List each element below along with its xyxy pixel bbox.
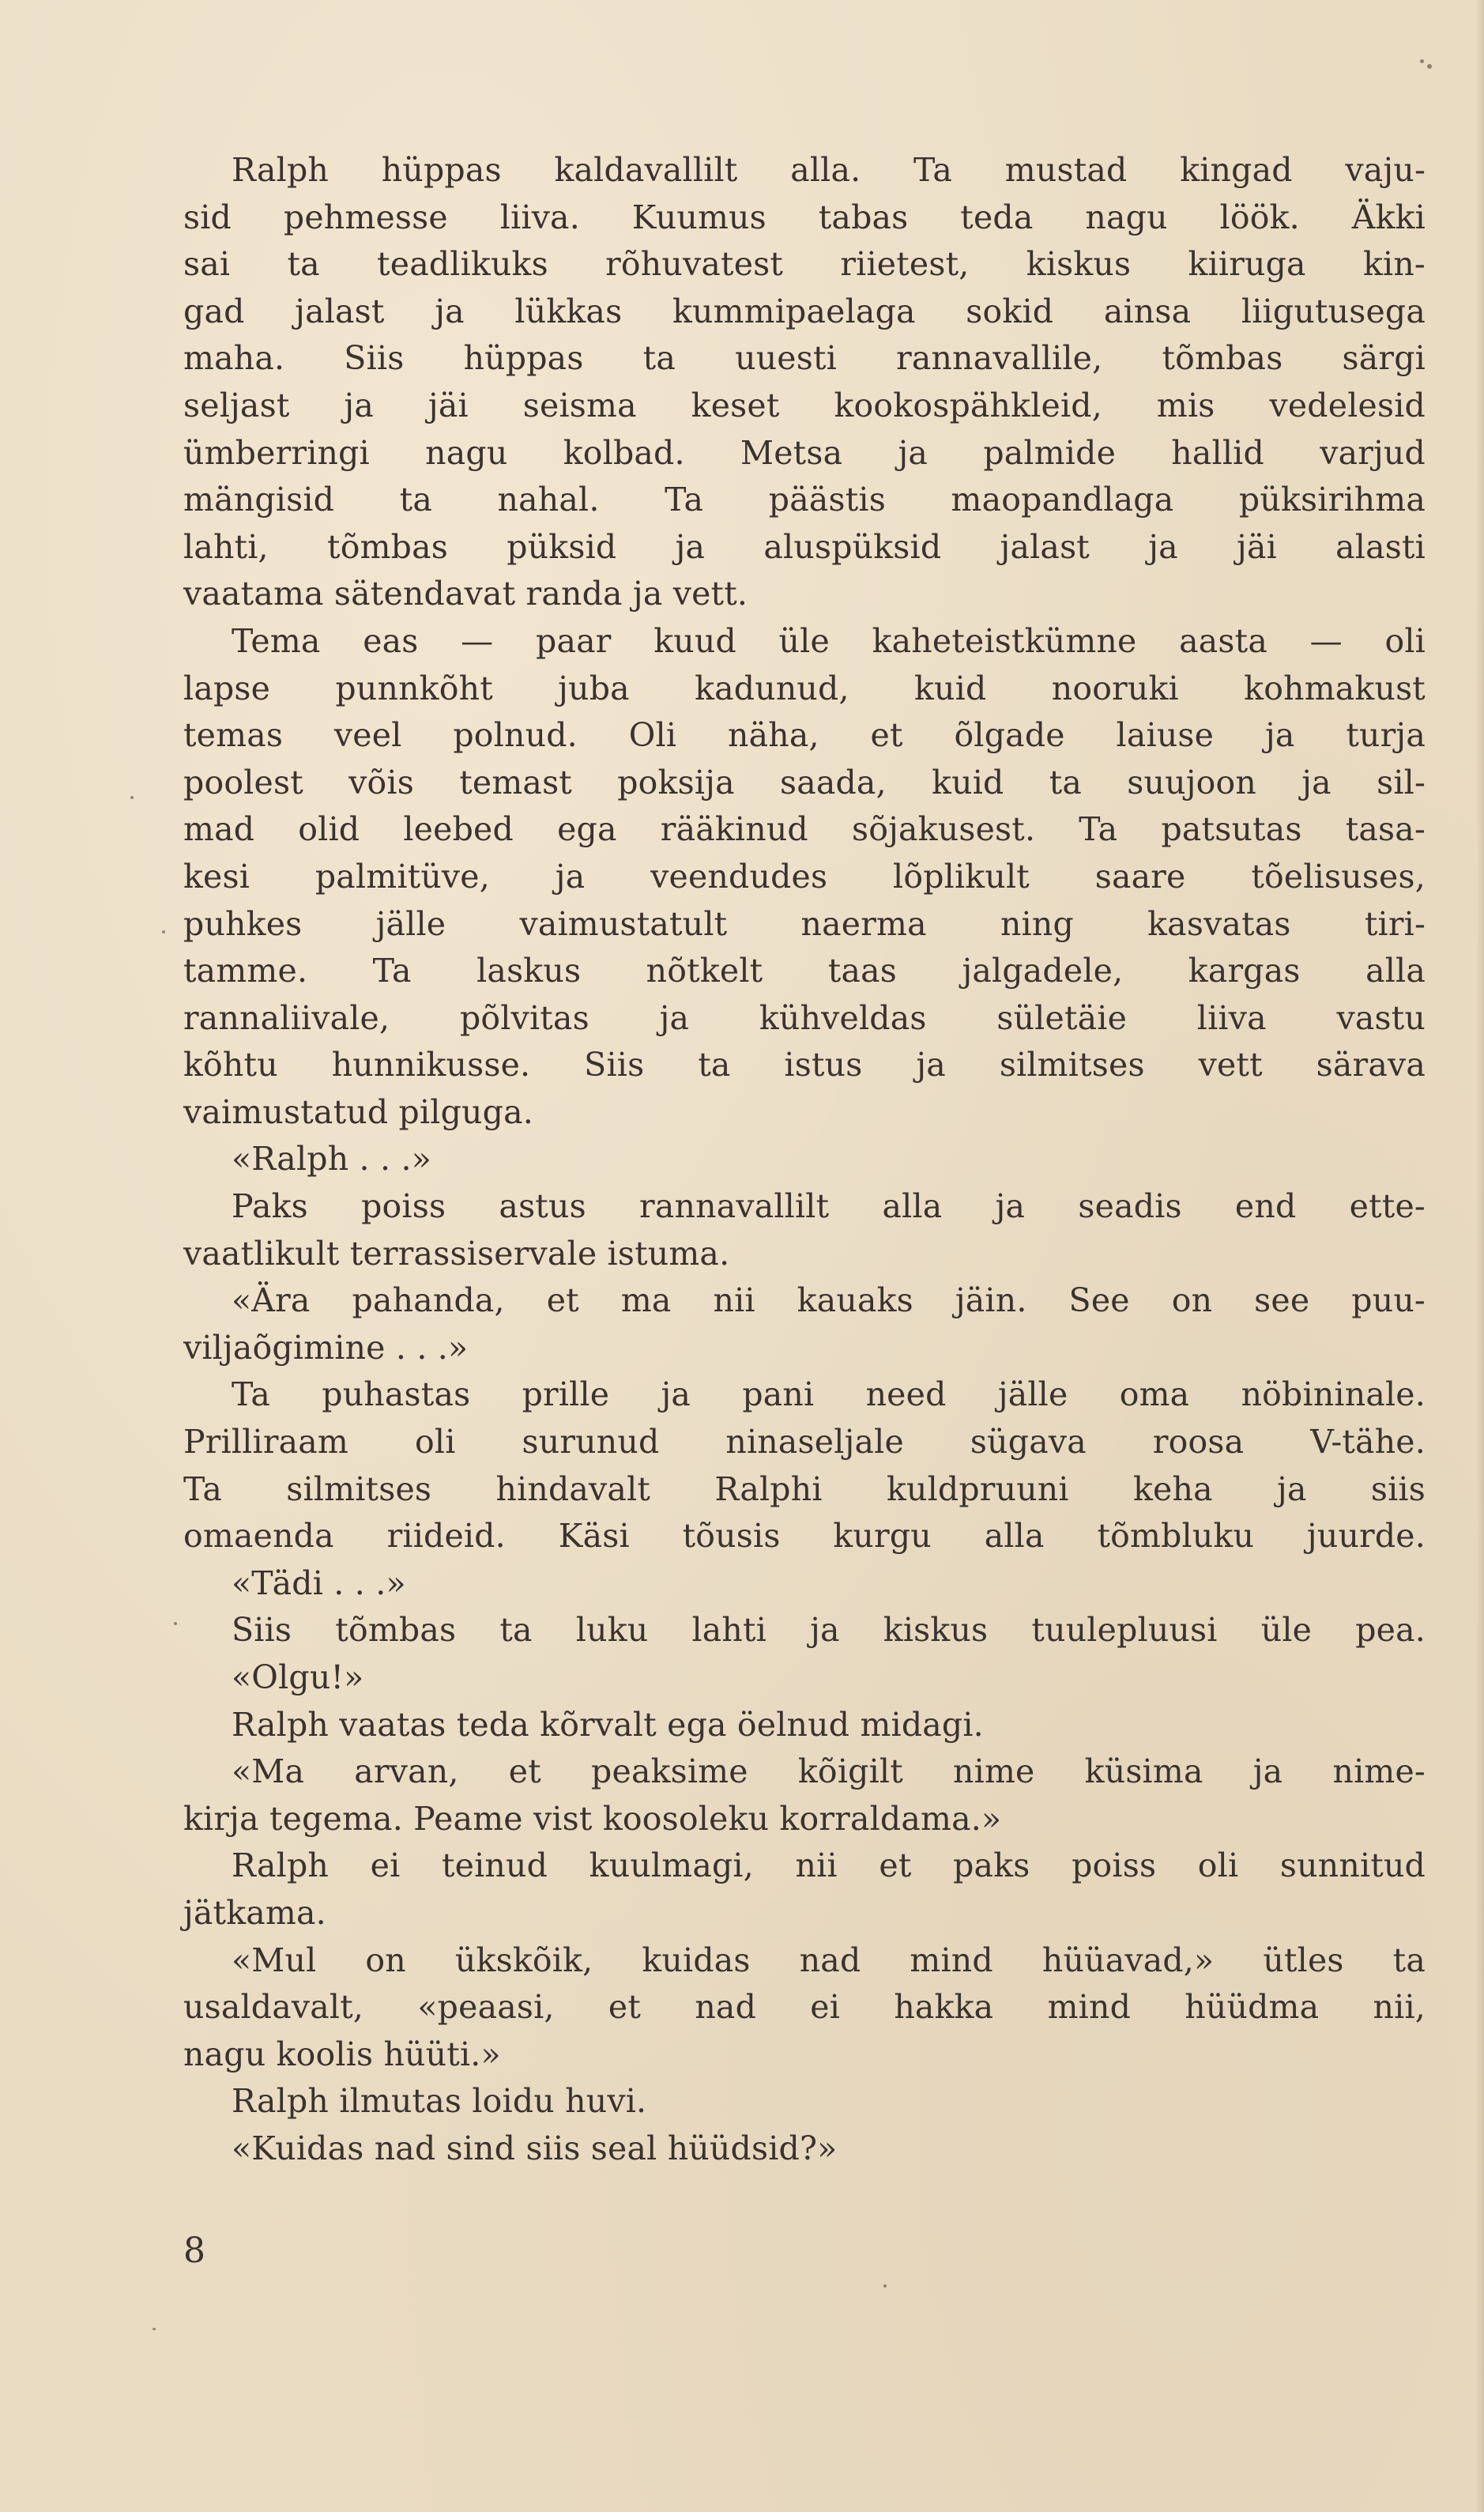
text-line: viljaõgimine . . .» bbox=[183, 1328, 469, 1367]
page-edge-shadow bbox=[1476, 0, 1484, 2512]
text-line: kesi palmitüve, ja veendudes lõplikult saare tõelisuses, bbox=[183, 857, 1426, 896]
text-line: omaenda riideid. Käsi tõusis kurgu alla tõmbluku juurde. bbox=[183, 1517, 1426, 1556]
paragraph-first-line: «Ära pahanda, et ma nii kauaks jäin. See on see puu- bbox=[232, 1281, 1426, 1320]
text-line: poolest võis temast poksija saada, kuid ta suujoon ja sil- bbox=[183, 763, 1426, 802]
paragraph-first-line: Paks poiss astus rannavallilt alla ja seadis end ette- bbox=[232, 1187, 1426, 1226]
text-line: puhkes jälle vaimustatult naerma ning kasvatas tiri- bbox=[183, 904, 1426, 943]
text-line: temas veel polnud. Oli näha, et õlgade laiuse ja turja bbox=[183, 716, 1426, 755]
text-line: lahti, tõmbas püksid ja aluspüksid jalast ja jäi alasti bbox=[183, 527, 1426, 566]
text-line: sid pehmesse liiva. Kuumus tabas teda nagu löök. Äkki bbox=[183, 198, 1426, 236]
paragraph-first-line: «Ralph . . .» bbox=[232, 1140, 431, 1179]
text-line: tamme. Ta laskus nõtkelt taas jalgadele, kargas alla bbox=[183, 952, 1426, 990]
paper-speck bbox=[1427, 64, 1432, 69]
text-line: vaimustatud pilguga. bbox=[183, 1092, 533, 1131]
paper-speck bbox=[130, 796, 134, 799]
paragraph-first-line: Ralph ei teinud kuulmagi, nii et paks poiss oli sunnitud bbox=[232, 1846, 1426, 1885]
text-line: rannaliivale, põlvitas ja kühveldas sületäie liiva vastu bbox=[183, 998, 1426, 1037]
text-line: mad olid leebed ega rääkinud sõjakusest. Ta patsutas tasa- bbox=[183, 810, 1426, 849]
text-line: kõhtu hunnikusse. Siis ta istus ja silmitses vett särava bbox=[183, 1046, 1426, 1084]
paper-speck bbox=[174, 1622, 177, 1625]
paragraph-first-line: «Ma arvan, et peaksime kõigilt nime küsima ja nime- bbox=[232, 1752, 1426, 1791]
paragraph-first-line: «Olgu!» bbox=[232, 1658, 364, 1696]
text-line: Ta silmitses hindavalt Ralphi kuldpruuni keha ja siis bbox=[183, 1469, 1426, 1508]
text-line: ümberringi nagu kolbad. Metsa ja palmide hallid varjud bbox=[183, 433, 1426, 472]
text-line: lapse punnkõht juba kadunud, kuid nooruki kohmakust bbox=[183, 669, 1426, 707]
text-line: mängisid ta nahal. Ta päästis maopandlaga püksirihma bbox=[183, 481, 1426, 519]
paragraph-first-line: «Mul on ükskõik, kuidas nad mind hüüavad,» ütles ta bbox=[232, 1941, 1426, 1979]
paper-speck bbox=[153, 2328, 156, 2330]
paragraph-first-line: «Tädi . . .» bbox=[232, 1563, 406, 1602]
book-page-text bbox=[183, 147, 1426, 2173]
paper-speck bbox=[1420, 59, 1424, 63]
text-line: kirja tegema. Peame vist koosoleku korraldama.» bbox=[183, 1799, 1002, 1838]
text-line: jätkama. bbox=[183, 1893, 326, 1932]
paragraph-first-line: Ta puhastas prille ja pani need jälle oma nöbininale. bbox=[232, 1375, 1426, 1414]
text-line: seljast ja jäi seisma keset kookospähkleid, mis vedelesid bbox=[183, 386, 1426, 424]
text-line: sai ta teadlikuks rõhuvatest riietest, kiskus kiiruga kin- bbox=[183, 245, 1426, 284]
paragraph-first-line: Siis tõmbas ta luku lahti ja kiskus tuulepluusi üle pea. bbox=[232, 1611, 1426, 1650]
text-line: usaldavalt, «peaasi, et nad ei hakka mind hüüdma nii, bbox=[183, 1988, 1426, 2027]
paragraph-first-line: Ralph ilmutas loidu huvi. bbox=[232, 2082, 647, 2121]
paper-speck bbox=[162, 930, 165, 934]
text-line: gad jalast ja lükkas kummipaelaga sokid ainsa liigutusega bbox=[183, 292, 1426, 330]
text-line: vaatama sätendavat randa ja vett. bbox=[183, 575, 748, 613]
paper-speck bbox=[883, 2284, 887, 2288]
text-line: nagu koolis hüüti.» bbox=[183, 2035, 501, 2073]
page-number: 8 bbox=[183, 2231, 205, 2271]
text-line: Prilliraam oli surunud ninaseljale sügava roosa V-tähe. bbox=[183, 1423, 1426, 1462]
paragraph-first-line: Tema eas — paar kuud üle kaheteistkümne aasta — oli bbox=[232, 621, 1426, 660]
paragraph-first-line: «Kuidas nad sind siis seal hüüdsid?» bbox=[232, 2129, 838, 2167]
paragraph-first-line: Ralph vaatas teda kõrvalt ega öelnud midagi. bbox=[232, 1705, 984, 1744]
text-line: maha. Siis hüppas ta uuesti rannavallile, tõmbas särgi bbox=[183, 339, 1426, 378]
paragraph-first-line: Ralph hüppas kaldavallilt alla. Ta mustad kingad vaju- bbox=[232, 151, 1426, 189]
text-line: vaatlikult terrassiservale istuma. bbox=[183, 1234, 730, 1273]
